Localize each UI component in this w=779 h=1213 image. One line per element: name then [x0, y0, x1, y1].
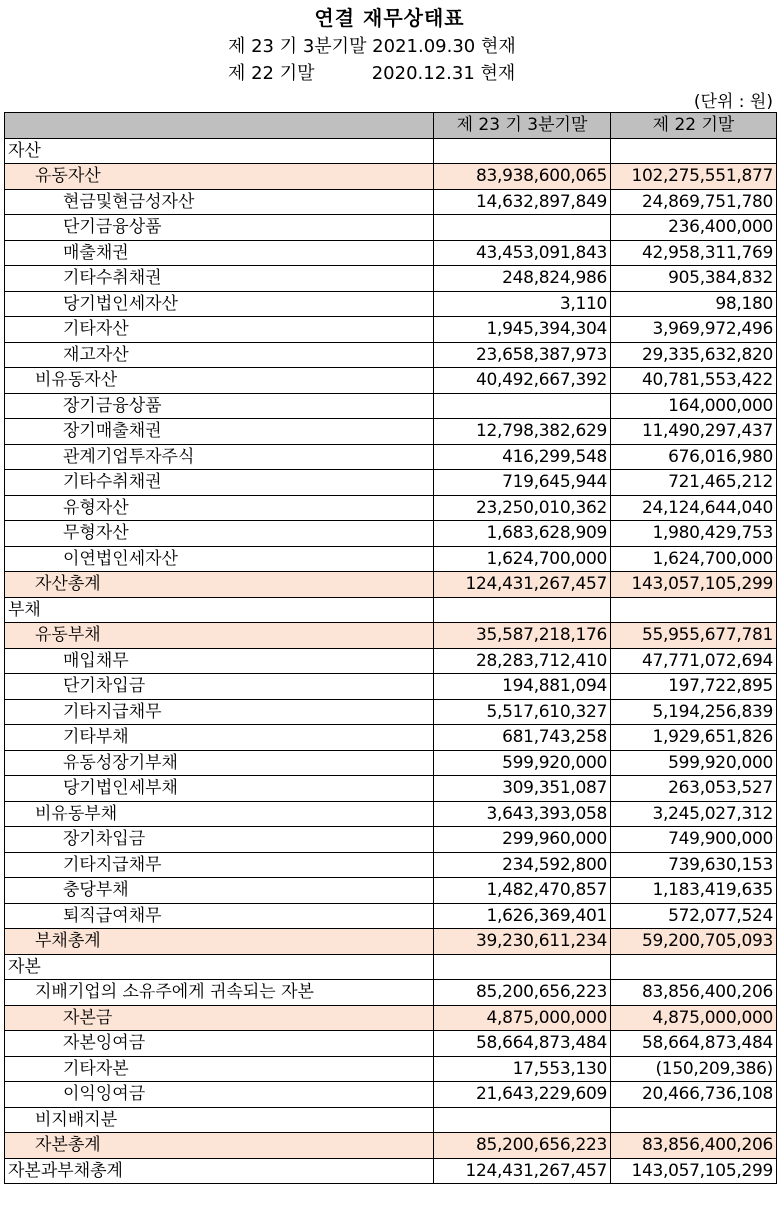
prior-period-value: 5,194,256,839 [611, 699, 777, 725]
prior-period-value: 572,077,524 [611, 903, 777, 929]
table-row [5, 291, 777, 317]
account-label: 부채 [5, 597, 434, 623]
current-period-value: 28,283,712,410 [434, 648, 611, 674]
current-period-value: 124,431,267,457 [434, 572, 611, 598]
table-row [5, 674, 777, 700]
prior-period-value: 83,856,400,206 [611, 980, 777, 1006]
current-period-value: 1,945,394,304 [434, 317, 611, 343]
prior-period-value: 164,000,000 [611, 393, 777, 419]
account-label: 단기금융상품 [5, 215, 434, 241]
account-label: 자본잉여금 [5, 1031, 434, 1057]
account-label: 기타지급채무 [5, 699, 434, 725]
current-period-value: 23,250,010,362 [434, 495, 611, 521]
table-row [5, 521, 777, 547]
table-body [5, 138, 777, 1184]
account-label: 부채총계 [5, 929, 434, 955]
table-row [5, 1107, 777, 1133]
table-row [5, 852, 777, 878]
prior-period-value [611, 597, 777, 623]
table-row [5, 572, 777, 598]
table-row [5, 240, 777, 266]
prior-period-value: 29,335,632,820 [611, 342, 777, 368]
table-row [5, 266, 777, 292]
header-account [5, 113, 434, 139]
table-row [5, 164, 777, 190]
table-row [5, 368, 777, 394]
table-row [5, 546, 777, 572]
account-label: 자본 [5, 954, 434, 980]
table-row [5, 1158, 777, 1184]
account-label: 현금및현금성자산 [5, 189, 434, 215]
account-label: 기타자본 [5, 1056, 434, 1082]
account-label: 유동성장기부채 [5, 750, 434, 776]
account-label: 기타부채 [5, 725, 434, 751]
prior-period-value: 1,183,419,635 [611, 878, 777, 904]
table-row [5, 1005, 777, 1031]
current-period-value: 309,351,087 [434, 776, 611, 802]
current-period-value: 4,875,000,000 [434, 1005, 611, 1031]
table-row [5, 801, 777, 827]
current-period-value: 248,824,986 [434, 266, 611, 292]
prior-period-value: 1,624,700,000 [611, 546, 777, 572]
account-label: 기타수취채권 [5, 470, 434, 496]
table-row [5, 623, 777, 649]
table-row [5, 980, 777, 1006]
prior-period-value: 83,856,400,206 [611, 1133, 777, 1159]
account-label: 단기차입금 [5, 674, 434, 700]
account-label: 장기매출채권 [5, 419, 434, 445]
table-row [5, 393, 777, 419]
prior-period-value: 58,664,873,484 [611, 1031, 777, 1057]
prior-period-value: 3,969,972,496 [611, 317, 777, 343]
table-row [5, 827, 777, 853]
prior-period-value: 3,245,027,312 [611, 801, 777, 827]
prior-period-value: 24,124,644,040 [611, 495, 777, 521]
account-label: 기타지급채무 [5, 852, 434, 878]
prior-period-value: 749,900,000 [611, 827, 777, 853]
current-period-value: 681,743,258 [434, 725, 611, 751]
account-label: 자본과부채총계 [5, 1158, 434, 1184]
account-label: 장기금융상품 [5, 393, 434, 419]
prior-period-value: 236,400,000 [611, 215, 777, 241]
account-label: 자산 [5, 138, 434, 164]
table-row [5, 495, 777, 521]
table-row [5, 138, 777, 164]
prior-period-value: 676,016,980 [611, 444, 777, 470]
current-period-value: 599,920,000 [434, 750, 611, 776]
table-row [5, 699, 777, 725]
account-label: 충당부채 [5, 878, 434, 904]
current-period-value: 23,658,387,973 [434, 342, 611, 368]
current-period-value: 58,664,873,484 [434, 1031, 611, 1057]
account-label: 자본금 [5, 1005, 434, 1031]
current-period-value: 3,643,393,058 [434, 801, 611, 827]
table-row [5, 215, 777, 241]
account-label: 비유동부채 [5, 801, 434, 827]
prior-period-value: 42,958,311,769 [611, 240, 777, 266]
table-row [5, 725, 777, 751]
prior-period-value: 739,630,153 [611, 852, 777, 878]
current-period-value: 35,587,218,176 [434, 623, 611, 649]
current-period-value: 39,230,611,234 [434, 929, 611, 955]
current-period-value: 1,482,470,857 [434, 878, 611, 904]
account-label: 퇴직급여채무 [5, 903, 434, 929]
prior-period-value [611, 138, 777, 164]
prior-period-value: 4,875,000,000 [611, 1005, 777, 1031]
current-period-value: 299,960,000 [434, 827, 611, 853]
period-current: 제 23 기 3분기말 2021.09.30 현재 [228, 36, 516, 57]
prior-period-value [611, 954, 777, 980]
prior-period-value: 263,053,527 [611, 776, 777, 802]
account-label: 비지배지분 [5, 1107, 434, 1133]
prior-period-value: 59,200,705,093 [611, 929, 777, 955]
period-prior: 제 22 기말 2020.12.31 현재 [228, 63, 516, 84]
account-label: 무형자산 [5, 521, 434, 547]
account-label: 기타자산 [5, 317, 434, 343]
prior-period-value: 143,057,105,299 [611, 572, 777, 598]
current-period-value [434, 393, 611, 419]
account-label: 비유동자산 [5, 368, 434, 394]
table-row [5, 1082, 777, 1108]
table-row [5, 648, 777, 674]
current-period-value: 124,431,267,457 [434, 1158, 611, 1184]
unit-label: (단위 : 원) [693, 92, 773, 112]
current-period-value: 43,453,091,843 [434, 240, 611, 266]
current-period-value: 1,683,628,909 [434, 521, 611, 547]
account-label: 자산총계 [5, 572, 434, 598]
account-label: 유동부채 [5, 623, 434, 649]
header-current-period: 제 23 기 3분기말 [434, 113, 611, 139]
current-period-value [434, 597, 611, 623]
prior-period-value: 102,275,551,877 [611, 164, 777, 190]
prior-period-value: 599,920,000 [611, 750, 777, 776]
account-label: 기타수취채권 [5, 266, 434, 292]
account-label: 당기법인세부채 [5, 776, 434, 802]
prior-period-value: 40,781,553,422 [611, 368, 777, 394]
current-period-value: 12,798,382,629 [434, 419, 611, 445]
account-label: 관계기업투자주식 [5, 444, 434, 470]
table-row [5, 597, 777, 623]
prior-period-value: 721,465,212 [611, 470, 777, 496]
table-row [5, 954, 777, 980]
prior-period-value: 98,180 [611, 291, 777, 317]
current-period-value: 5,517,610,327 [434, 699, 611, 725]
table-row [5, 878, 777, 904]
account-label: 이연법인세자산 [5, 546, 434, 572]
current-period-value: 416,299,548 [434, 444, 611, 470]
table-row [5, 342, 777, 368]
table-row [5, 903, 777, 929]
account-label: 자본총계 [5, 1133, 434, 1159]
prior-period-value: 1,929,651,826 [611, 725, 777, 751]
account-label: 재고자산 [5, 342, 434, 368]
current-period-value: 17,553,130 [434, 1056, 611, 1082]
table-row [5, 1133, 777, 1159]
prior-period-value [611, 1107, 777, 1133]
prior-period-value: 11,490,297,437 [611, 419, 777, 445]
current-period-value: 85,200,656,223 [434, 1133, 611, 1159]
current-period-value: 21,643,229,609 [434, 1082, 611, 1108]
table-row [5, 444, 777, 470]
table-row [5, 470, 777, 496]
statement-title: 연결 재무상태표 [314, 6, 465, 30]
account-label: 유형자산 [5, 495, 434, 521]
current-period-value: 1,624,700,000 [434, 546, 611, 572]
account-label: 매출채권 [5, 240, 434, 266]
prior-period-value: (150,209,386) [611, 1056, 777, 1082]
table-row [5, 1031, 777, 1057]
current-period-value: 40,492,667,392 [434, 368, 611, 394]
prior-period-value: 1,980,429,753 [611, 521, 777, 547]
current-period-value: 194,881,094 [434, 674, 611, 700]
table-row [5, 317, 777, 343]
account-label: 장기차입금 [5, 827, 434, 853]
prior-period-value: 905,384,832 [611, 266, 777, 292]
account-label: 지배기업의 소유주에게 귀속되는 자본 [5, 980, 434, 1006]
account-label: 이익잉여금 [5, 1082, 434, 1108]
current-period-value: 3,110 [434, 291, 611, 317]
prior-period-value: 197,722,895 [611, 674, 777, 700]
prior-period-value: 55,955,677,781 [611, 623, 777, 649]
current-period-value [434, 1107, 611, 1133]
prior-period-value: 20,466,736,108 [611, 1082, 777, 1108]
table-row [5, 929, 777, 955]
current-period-value: 719,645,944 [434, 470, 611, 496]
table-row [5, 776, 777, 802]
current-period-value: 234,592,800 [434, 852, 611, 878]
prior-period-value: 143,057,105,299 [611, 1158, 777, 1184]
current-period-value [434, 954, 611, 980]
prior-period-value: 47,771,072,694 [611, 648, 777, 674]
table-row [5, 189, 777, 215]
current-period-value: 14,632,897,849 [434, 189, 611, 215]
account-label: 당기법인세자산 [5, 291, 434, 317]
current-period-value [434, 138, 611, 164]
current-period-value: 83,938,600,065 [434, 164, 611, 190]
table-row [5, 750, 777, 776]
table-row [5, 419, 777, 445]
current-period-value [434, 215, 611, 241]
table-row [5, 1056, 777, 1082]
current-period-value: 85,200,656,223 [434, 980, 611, 1006]
account-label: 유동자산 [5, 164, 434, 190]
header-prior-period: 제 22 기말 [611, 113, 777, 139]
prior-period-value: 24,869,751,780 [611, 189, 777, 215]
current-period-value: 1,626,369,401 [434, 903, 611, 929]
header-row [5, 113, 777, 139]
balance-sheet-table [4, 112, 777, 1184]
account-label: 매입채무 [5, 648, 434, 674]
